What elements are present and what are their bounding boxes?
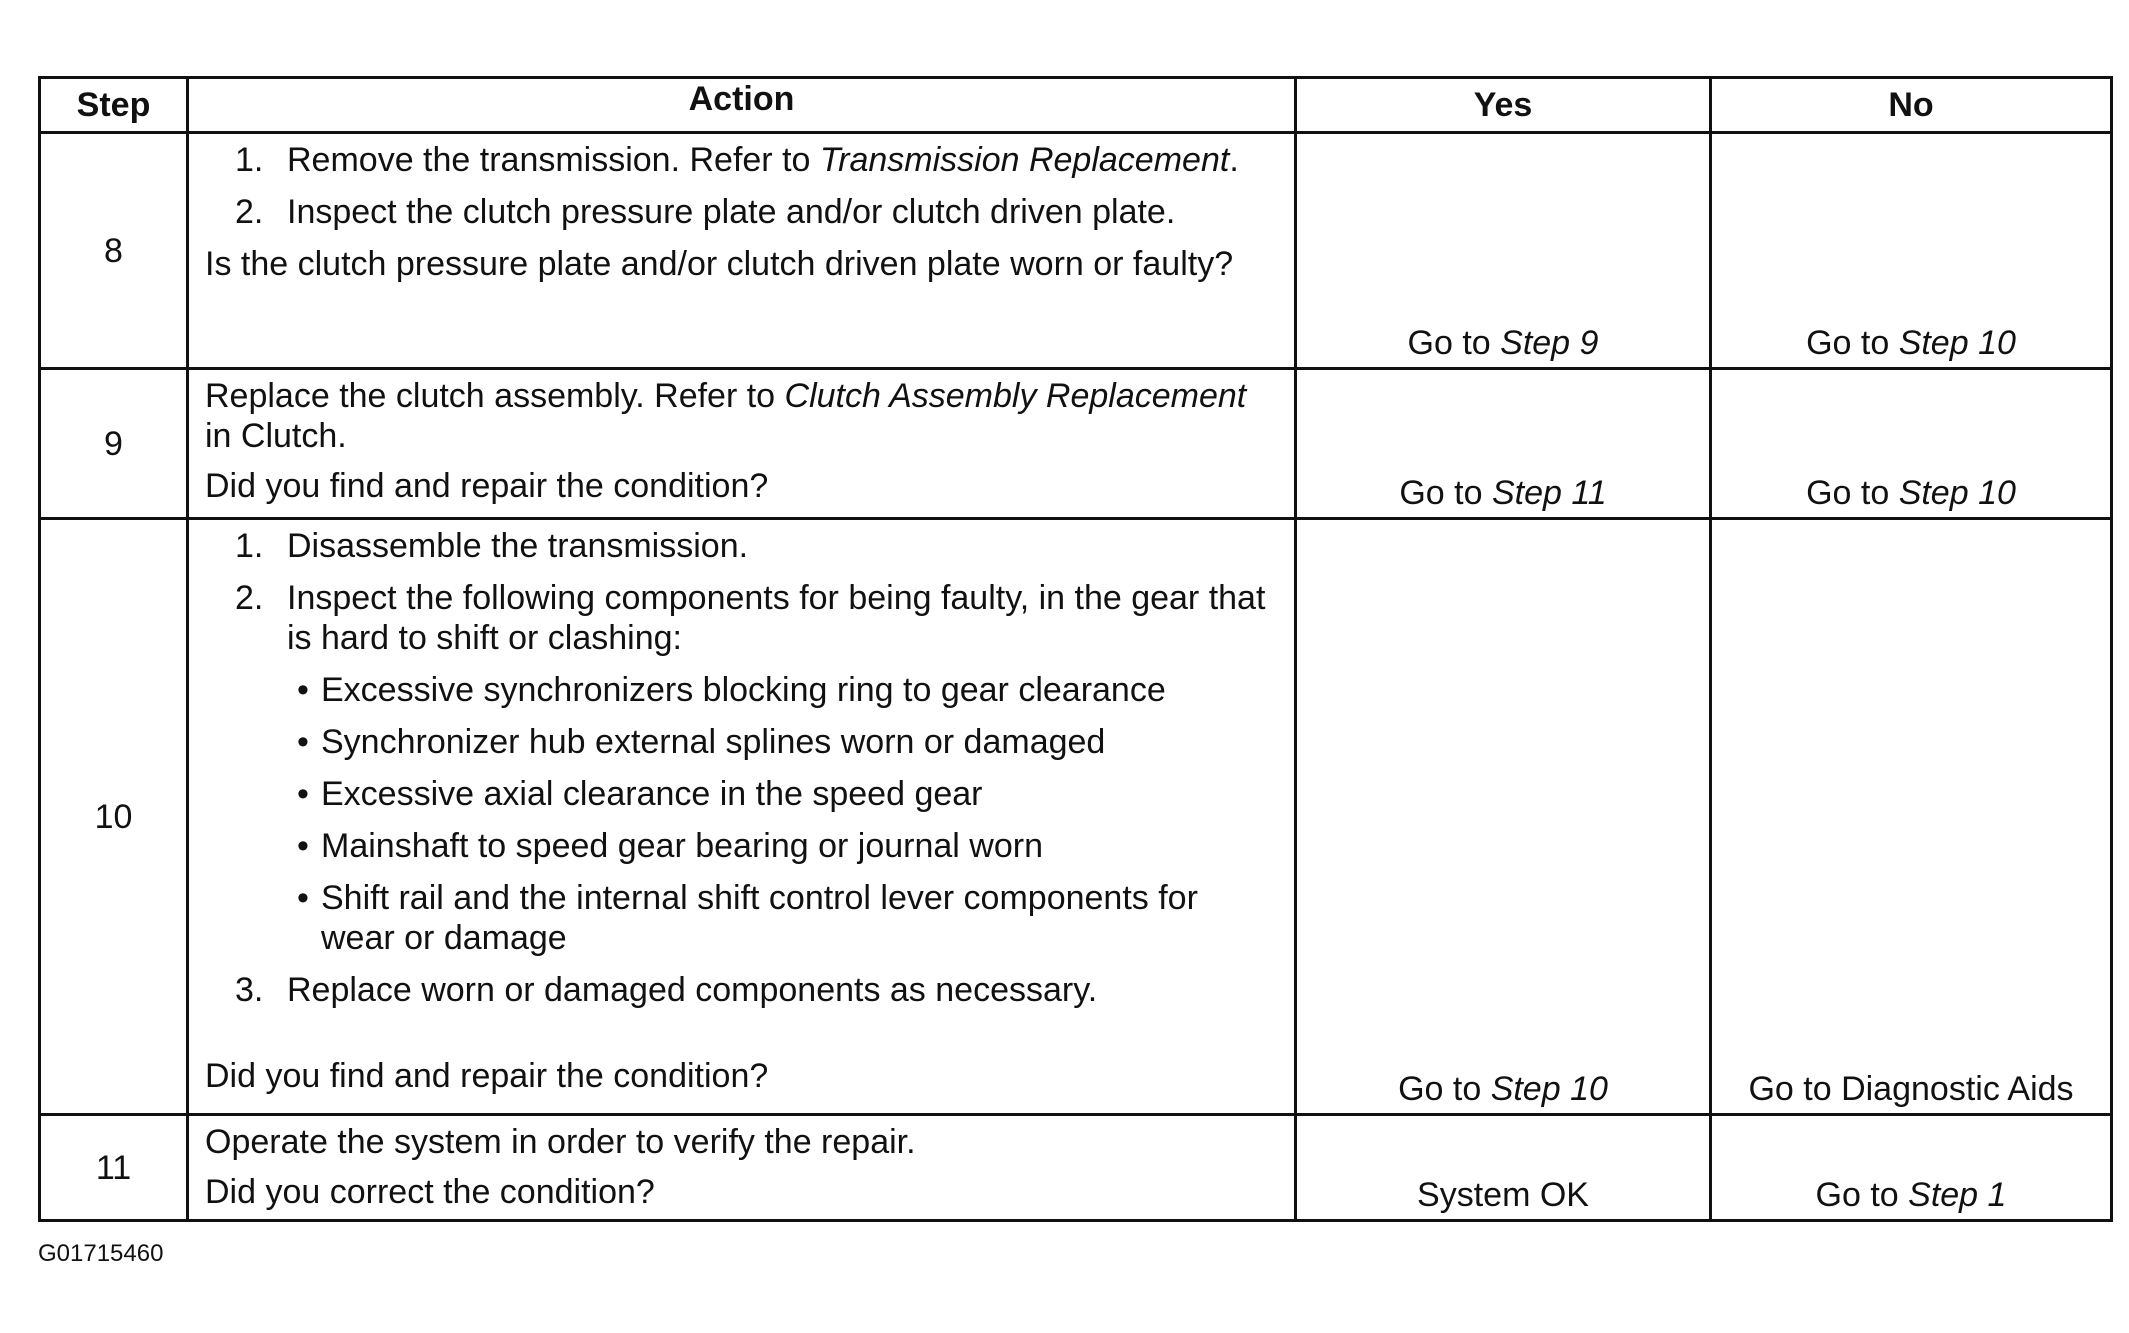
- action-step: [235, 192, 1280, 232]
- bullet-text: Excessive synchronizers blocking ring to gear clearance: [321, 671, 1166, 709]
- header-action: Action: [188, 78, 1296, 133]
- table-row: [40, 519, 2112, 1115]
- step-index: 1.: [235, 141, 264, 179]
- step-number: 10: [40, 519, 188, 1115]
- step-text: Inspect the following components for being faulty, in the gear that is hard to shift or clashing:: [287, 579, 1266, 657]
- yes-result: [1296, 369, 1711, 519]
- action-cell: [188, 133, 1296, 369]
- step-text-part: .: [1229, 141, 1239, 179]
- bullet-mark: •: [297, 879, 309, 917]
- no-result: [1711, 369, 2112, 519]
- action-step: [235, 140, 1280, 180]
- step-index: 3.: [235, 971, 264, 1009]
- step-text: [287, 140, 1239, 180]
- yes-result: System OK: [1296, 1115, 1711, 1221]
- yes-result: [1296, 519, 1711, 1115]
- step-reference: Step 11: [1491, 474, 1607, 512]
- action-step: [235, 970, 1280, 1010]
- spacer: [205, 1022, 1280, 1056]
- question-text: Did you correct the condition?: [205, 1173, 655, 1211]
- header-no: No: [1711, 78, 2112, 133]
- bullet-item: [285, 774, 1280, 814]
- step-index: 2.: [235, 193, 264, 231]
- table-row: [40, 1115, 2112, 1221]
- action-cell: [188, 369, 1296, 519]
- step-text: Inspect the clutch pressure plate and/or clutch driven plate.: [287, 193, 1176, 231]
- action-text: Operate the system in order to verify the repair.: [205, 1123, 916, 1161]
- no-result: [1711, 1115, 2112, 1221]
- bullet-text: Mainshaft to speed gear bearing or journal worn: [321, 827, 1043, 865]
- bullet-item: [285, 722, 1280, 762]
- bullet-mark: •: [297, 671, 309, 709]
- action-text-part: in Clutch.: [205, 417, 347, 455]
- yes-result: [1296, 133, 1711, 369]
- action-cell: [188, 1115, 1296, 1221]
- step-number: 11: [40, 1115, 188, 1221]
- bullet-text: Synchronizer hub external splines worn or damaged: [321, 723, 1106, 761]
- step-index: 1.: [235, 527, 264, 565]
- diagnostic-table: [38, 76, 2113, 1222]
- result-text: Go to: [1806, 324, 1899, 362]
- bullet-item: [285, 670, 1280, 710]
- result-text: Go to: [1815, 1176, 1909, 1214]
- table-row: [40, 369, 2112, 519]
- reference-link-text: Transmission Replacement: [819, 141, 1230, 179]
- step-reference: Step 1: [1908, 1176, 2007, 1214]
- bullet-item: [285, 826, 1280, 866]
- step-text: Replace worn or damaged components as necessary.: [287, 971, 1098, 1009]
- header-yes: Yes: [1296, 78, 1711, 133]
- step-reference: Step 10: [1898, 474, 2016, 512]
- bullet-mark: •: [297, 723, 309, 761]
- reference-link-text: Clutch Assembly Replacement: [784, 377, 1247, 415]
- header-step: Step: [40, 78, 188, 133]
- bullet-item: [285, 878, 1280, 958]
- step-index: 2.: [235, 579, 264, 617]
- step-reference: Step 10: [1490, 1070, 1608, 1108]
- step-text-part: Remove the transmission. Refer to: [287, 141, 820, 179]
- bullet-text: Shift rail and the internal shift control lever components for wear or damage: [321, 879, 1198, 957]
- figure-id: G01715460: [38, 1240, 164, 1267]
- step-text: Disassemble the transmission.: [287, 527, 749, 565]
- no-result: [1711, 133, 2112, 369]
- action-step: [235, 578, 1280, 658]
- step-number: 8: [40, 133, 188, 369]
- step-reference: Step 10: [1898, 324, 2016, 362]
- question-text: Did you find and repair the condition?: [205, 1057, 769, 1095]
- bullet-mark: •: [297, 827, 309, 865]
- question-text: Did you find and repair the condition?: [205, 467, 769, 505]
- question-text: Is the clutch pressure plate and/or clutch driven plate worn or faulty?: [205, 245, 1234, 283]
- result-text: Go to: [1407, 324, 1501, 362]
- action-text: [205, 376, 1280, 456]
- action-step: [235, 526, 1280, 566]
- no-result: Go to Diagnostic Aids: [1711, 519, 2112, 1115]
- result-text: Go to: [1399, 474, 1492, 512]
- header-row: [40, 78, 2112, 133]
- step-reference: Step 9: [1500, 324, 1599, 362]
- step-number: 9: [40, 369, 188, 519]
- result-text: Go to: [1398, 1070, 1491, 1108]
- action-text-part: Replace the clutch assembly. Refer to: [205, 377, 785, 415]
- table-row: [40, 133, 2112, 369]
- bullet-mark: •: [297, 775, 309, 813]
- action-cell: [188, 519, 1296, 1115]
- result-text: Go to: [1806, 474, 1899, 512]
- bullet-text: Excessive axial clearance in the speed gear: [321, 775, 983, 813]
